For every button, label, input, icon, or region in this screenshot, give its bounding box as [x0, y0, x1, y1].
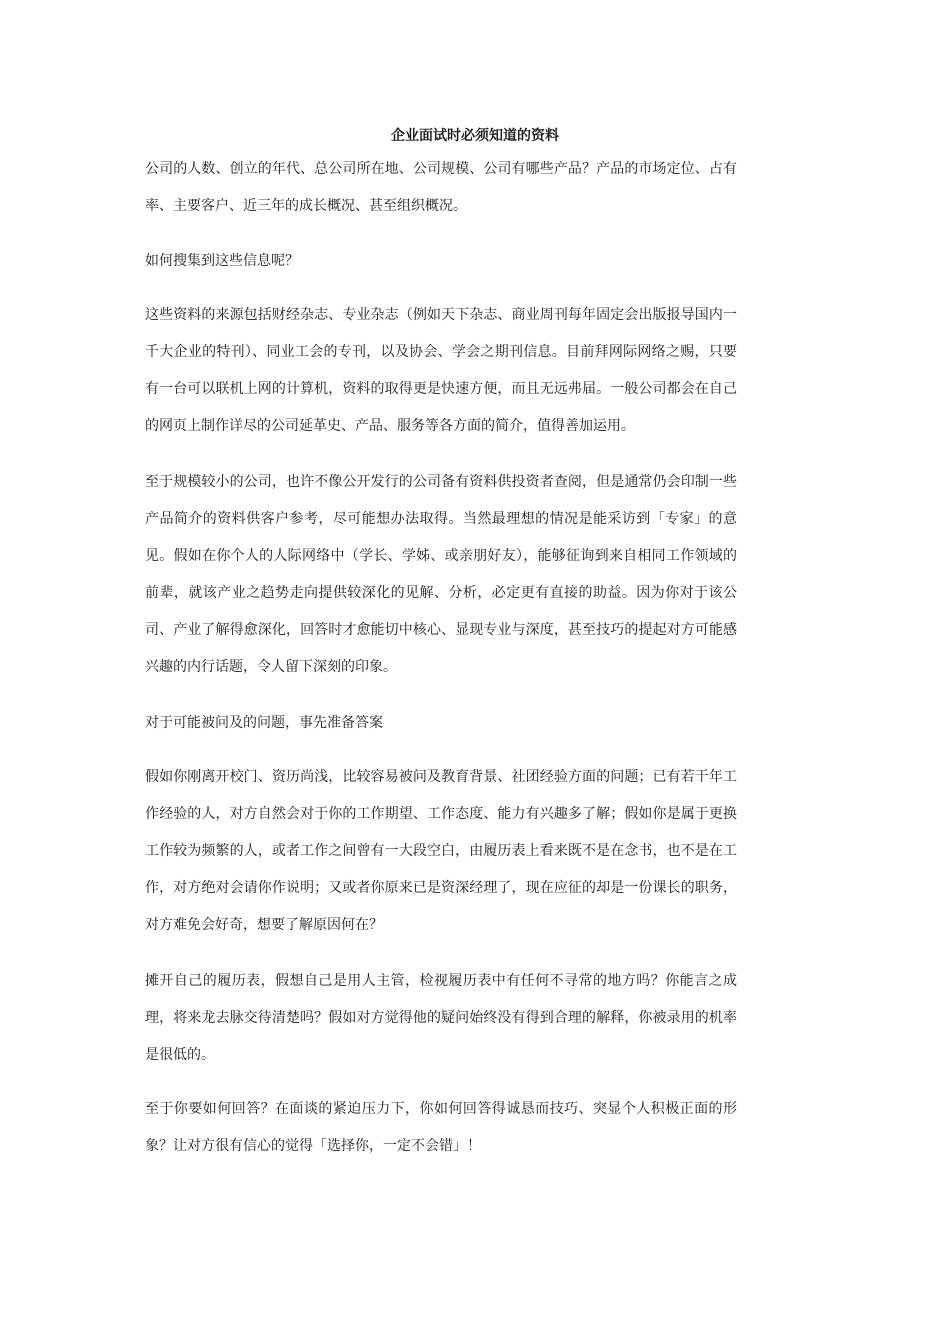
document-title: 企业面试时必须知道的资料 — [391, 128, 559, 144]
paragraph-review-resume: 摊开自己的履历表，假想自己是用人主管，检视履历表中有任何不寻常的地方吗？你能言之成理，将来龙去脉交待清楚吗？假如对方觉得他的疑问始终没有得到合理的解释，你被录用的机率是很低的。 — [145, 973, 737, 1063]
section-heading-prepare-answers: 对于可能被问及的问题，事先准备答案 — [145, 715, 383, 731]
paragraph-small-companies: 至于规模较小的公司，也许不像公开发行的公司备有资料供投资者查阅，但是通常仍会印制一些产品简介的资料供客户参考，尽可能想办法取得。当然最理想的情况是能采访到「专家」的意见。假如在你个人的人际网络中（学长、学姊、或亲朋好友），能够征询到来自相同工作领域的前辈，就该产业之趋势走向提供较深化的见解、分析，必定更有直接的助益。因为你对于该公司、产业了解得愈深化，回答时才愈能切中核心、显现专业与深度，甚至技巧的提起对方可能感兴趣的内行话题，令人留下深刻的印象。 — [145, 474, 737, 675]
paragraph-how-to-answer: 至于你要如何回答？在面谈的紧迫压力下，你如何回答得诚恳而技巧、突显个人积极正面的形象？让对方很有信心的觉得「选择你，一定不会错」！ — [145, 1101, 737, 1154]
paragraph-info-sources: 这些资料的来源包括财经杂志、专业杂志（例如天下杂志、商业周刊每年固定会出版报导国内一千大企业的特刊）、同业工会的专刊，以及协会、学会之期刊信息。目前拜网际网络之赐，只要有一台可以联机上网的计算机，资料的取得更是快速方便，而且无远弗届。一般公司都会在自己的网页上制作详尽的公司延革史、产品、服务等各方面的简介，值得善加运用。 — [145, 307, 737, 434]
paragraph-company-facts: 公司的人数、创立的年代、总公司所在地、公司规模、公司有哪些产品？产品的市场定位、占有率、主要客户、近三年的成长概况、甚至组织概况。 — [145, 161, 737, 214]
paragraph-possible-questions: 假如你刚离开校门、资历尚浅，比较容易被问及教育背景、社团经验方面的问题；已有若干年工作经验的人，对方自然会对于你的工作期望、工作态度、能力有兴趣多了解；假如你是属于更换工作较为频繁的人，或者工作之间曾有一大段空白，由履历表上看来既不是在念书，也不是在工作，对方绝对会请你作说明；又或者你原来已是资深经理了，现在应征的却是一份课长的职务，对方难免会好奇，想要了解原因何在？ — [145, 769, 737, 933]
question-how-to-collect-info: 如何搜集到这些信息呢？ — [145, 253, 299, 269]
